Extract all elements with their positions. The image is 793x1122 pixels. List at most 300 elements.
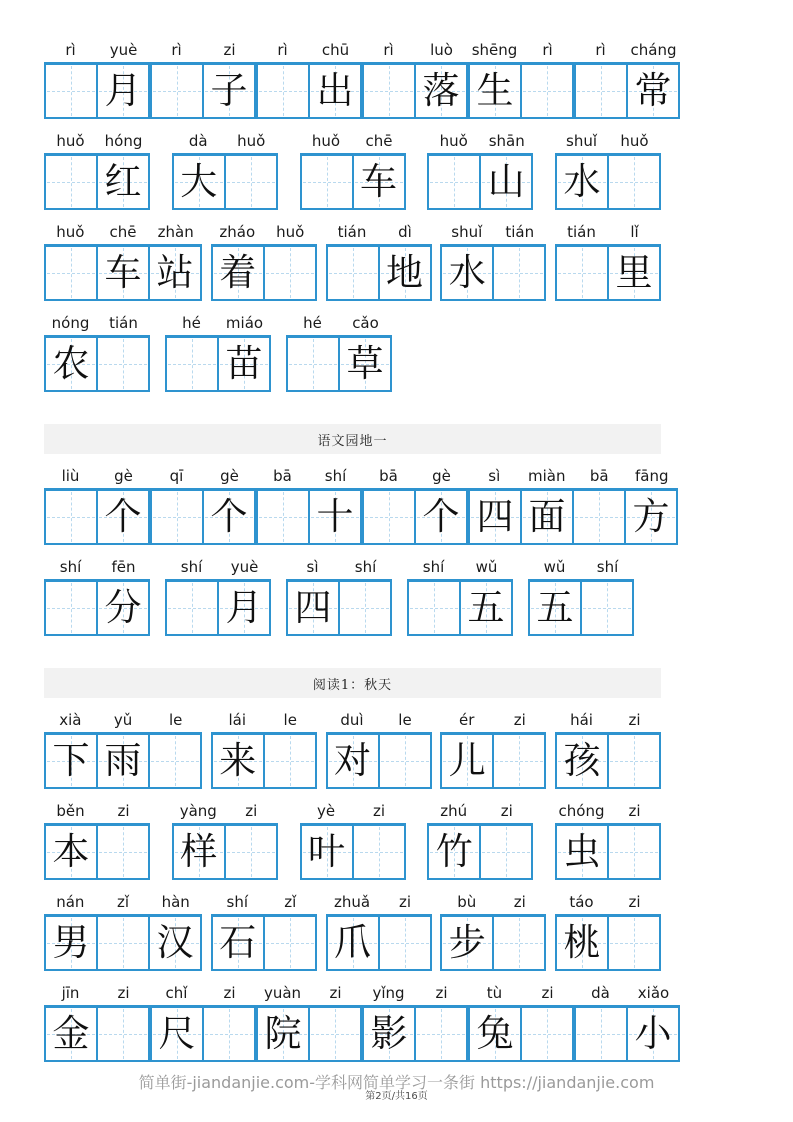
- pinyin-row: [165, 557, 271, 577]
- pinyin-label: rì: [171, 41, 182, 59]
- character-boxes: [427, 823, 533, 880]
- character-boxes: [44, 335, 150, 392]
- word-group: [440, 710, 546, 789]
- chinese-character: 车: [104, 251, 142, 294]
- word-row: [44, 466, 670, 545]
- pinyin-label: zi: [628, 802, 641, 820]
- pinyin-label: shí: [59, 558, 82, 576]
- pinyin-label: zi: [500, 802, 513, 820]
- practice-cell-empty[interactable]: [46, 65, 96, 117]
- character-cell: [96, 491, 148, 543]
- pinyin-row: [150, 983, 256, 1003]
- pinyin-label: shí: [226, 893, 248, 911]
- character-cell: [217, 338, 269, 390]
- pinyin-label: yuè: [109, 41, 138, 59]
- chinese-character: 石: [219, 921, 257, 964]
- character-cell: [152, 1008, 202, 1060]
- pinyin-label: zi: [223, 984, 236, 1002]
- word-row: [44, 313, 661, 392]
- practice-cell-empty[interactable]: [520, 1008, 572, 1060]
- pinyin-label: lǐ: [630, 223, 639, 241]
- word-group: [44, 557, 150, 636]
- chinese-character: 大: [180, 160, 218, 203]
- pinyin-row: [574, 40, 680, 60]
- practice-cell-empty[interactable]: [167, 582, 217, 634]
- character-cell: [96, 156, 148, 208]
- practice-cell-empty[interactable]: [580, 582, 632, 634]
- pinyin-label: rì: [383, 41, 394, 59]
- character-boxes: [150, 488, 256, 545]
- pinyin-label: xià: [59, 711, 82, 729]
- word-row: [44, 40, 677, 119]
- chinese-character: 叶: [308, 830, 345, 873]
- pinyin-label: yuè: [230, 558, 259, 576]
- character-boxes: [574, 62, 680, 119]
- character-cell: [626, 65, 678, 117]
- character-boxes: [574, 1005, 680, 1062]
- character-boxes: [211, 732, 317, 789]
- pinyin-label: fēn: [111, 558, 136, 576]
- character-cell: [470, 65, 520, 117]
- pinyin-label: zháo: [219, 223, 256, 241]
- character-boxes: [300, 153, 406, 210]
- pinyin-label: chē: [109, 223, 137, 241]
- word-group: [150, 466, 256, 545]
- pinyin-row: [468, 983, 574, 1003]
- practice-cell-empty[interactable]: [167, 338, 217, 390]
- character-cell: [213, 917, 263, 969]
- pinyin-label: shēng: [471, 41, 518, 59]
- chinese-character: 着: [219, 251, 257, 294]
- pinyin-row: [211, 710, 317, 730]
- chinese-character: 常: [634, 69, 672, 112]
- character-boxes: [440, 732, 546, 789]
- chinese-character: 兔: [476, 1012, 514, 1055]
- word-group: [468, 983, 574, 1062]
- chinese-character: 地: [386, 251, 423, 294]
- chinese-character: 爪: [334, 921, 371, 964]
- pinyin-row: [326, 892, 432, 912]
- chinese-character: 草: [346, 342, 384, 385]
- practice-cell-empty[interactable]: [152, 491, 202, 543]
- practice-cell-empty[interactable]: [308, 1008, 360, 1060]
- character-cell: [328, 735, 378, 787]
- word-group: [326, 710, 432, 789]
- pinyin-row: [407, 557, 513, 577]
- practice-cell-empty[interactable]: [352, 826, 404, 878]
- word-group: [555, 131, 661, 210]
- character-boxes: [256, 1005, 362, 1062]
- practice-cell-empty[interactable]: [492, 917, 544, 969]
- character-boxes: [44, 488, 150, 545]
- pinyin-row: [427, 131, 533, 151]
- chinese-character: 来: [219, 739, 257, 782]
- pinyin-row: [44, 222, 202, 242]
- practice-cell-empty[interactable]: [152, 65, 202, 117]
- character-boxes: [362, 1005, 468, 1062]
- pinyin-label: nóng: [51, 314, 90, 332]
- character-boxes: [362, 62, 468, 119]
- practice-cell-empty[interactable]: [572, 491, 624, 543]
- pinyin-label: zi: [628, 893, 641, 911]
- pinyin-label: zhàn: [157, 223, 194, 241]
- page-number: 第2页/共16页: [365, 1091, 428, 1102]
- pinyin-label: běn: [56, 802, 85, 820]
- character-boxes: [326, 244, 432, 301]
- character-cell: [557, 156, 607, 208]
- pinyin-label: le: [168, 711, 183, 729]
- character-boxes: [440, 244, 546, 301]
- pinyin-label: zi: [513, 893, 526, 911]
- chinese-character: 雨: [104, 739, 142, 782]
- chinese-character: 水: [448, 251, 486, 294]
- character-cell: [520, 491, 572, 543]
- character-boxes: [440, 914, 546, 971]
- chinese-character: 下: [52, 739, 90, 782]
- character-boxes: [326, 914, 432, 971]
- character-boxes: [165, 335, 271, 392]
- character-cell: [479, 156, 531, 208]
- chinese-character: 桃: [563, 921, 601, 964]
- practice-cell-empty[interactable]: [224, 156, 276, 208]
- character-boxes: [555, 914, 661, 971]
- pinyin-label: yǔ: [113, 711, 133, 729]
- character-cell: [328, 917, 378, 969]
- pinyin-row: [468, 466, 678, 486]
- section-header-band: [44, 424, 661, 454]
- chinese-character: 面: [528, 495, 566, 538]
- chinese-character: 对: [334, 739, 371, 782]
- page-footer: [0, 1074, 793, 1103]
- pinyin-label: zi: [628, 711, 641, 729]
- word-group: [44, 40, 150, 119]
- chinese-character: 站: [156, 251, 194, 294]
- practice-cell-empty[interactable]: [414, 1008, 466, 1060]
- practice-cell-empty[interactable]: [263, 917, 315, 969]
- pinyin-label: rì: [65, 41, 76, 59]
- watermark-text: 简单街-jiandanjie.com-学科网简单学习一条街 https://jiandanjie.com: [138, 1073, 655, 1092]
- chinese-character: 农: [52, 342, 90, 385]
- practice-cell-empty[interactable]: [96, 917, 148, 969]
- character-cell: [624, 491, 676, 543]
- section-header-label: 语文园地一: [317, 433, 388, 449]
- pinyin-label: nán: [56, 893, 85, 911]
- character-cell: [308, 65, 360, 117]
- pinyin-row: [44, 313, 150, 333]
- chinese-character: 竹: [435, 830, 473, 873]
- pinyin-row: [555, 710, 661, 730]
- practice-cell-empty[interactable]: [607, 735, 659, 787]
- character-cell: [414, 65, 466, 117]
- practice-cell-empty[interactable]: [96, 1008, 148, 1060]
- chinese-character: 苗: [225, 342, 263, 385]
- pinyin-label: hái: [570, 711, 593, 729]
- pinyin-label: chóng: [558, 802, 605, 820]
- practice-cell-empty[interactable]: [378, 735, 430, 787]
- character-boxes: [286, 579, 392, 636]
- chinese-character: 影: [370, 1012, 408, 1055]
- character-cell: [202, 65, 254, 117]
- character-boxes: [211, 914, 317, 971]
- character-cell: [148, 917, 200, 969]
- pinyin-label: gè: [220, 467, 239, 485]
- practice-cell-empty[interactable]: [46, 156, 96, 208]
- character-boxes: [555, 153, 661, 210]
- practice-cell-empty[interactable]: [576, 65, 626, 117]
- pinyin-label: huǒ: [56, 223, 85, 241]
- character-cell: [557, 917, 607, 969]
- pinyin-row: [211, 222, 317, 242]
- character-boxes: [211, 244, 317, 301]
- word-group: [468, 466, 678, 545]
- pinyin-row: [44, 557, 150, 577]
- character-cell: [429, 826, 479, 878]
- pinyin-row: [326, 710, 432, 730]
- character-cell: [96, 735, 148, 787]
- practice-cell-empty[interactable]: [46, 247, 96, 299]
- practice-cell-empty[interactable]: [148, 735, 200, 787]
- chinese-character: 月: [104, 69, 142, 112]
- practice-cell-empty[interactable]: [557, 247, 607, 299]
- practice-cell-empty[interactable]: [607, 156, 659, 208]
- practice-cell-empty[interactable]: [202, 1008, 254, 1060]
- practice-cell-empty[interactable]: [224, 826, 276, 878]
- word-group: [44, 710, 202, 789]
- word-group: [440, 892, 546, 971]
- character-cell: [96, 247, 148, 299]
- character-cell: [174, 826, 224, 878]
- pinyin-row: [300, 801, 406, 821]
- pinyin-row: [44, 983, 150, 1003]
- character-boxes: [468, 488, 678, 545]
- character-boxes: [528, 579, 634, 636]
- word-group: [44, 801, 150, 880]
- character-boxes: [150, 62, 256, 119]
- chinese-character: 儿: [448, 739, 486, 782]
- pinyin-label: yè: [316, 802, 336, 820]
- pinyin-label: bā: [589, 467, 609, 485]
- pinyin-row: [44, 710, 202, 730]
- word-group: [555, 710, 661, 789]
- practice-cell-empty[interactable]: [607, 917, 659, 969]
- chinese-character: 步: [448, 921, 486, 964]
- character-cell: [442, 735, 492, 787]
- word-row: [44, 983, 672, 1062]
- character-boxes: [44, 62, 150, 119]
- practice-cell-empty[interactable]: [258, 491, 308, 543]
- chinese-character: 月: [225, 586, 263, 629]
- word-group: [211, 222, 317, 301]
- character-boxes: [165, 579, 271, 636]
- practice-cell-empty[interactable]: [263, 247, 315, 299]
- word-group: [211, 710, 317, 789]
- chinese-character: 车: [360, 160, 397, 203]
- word-group: [165, 313, 271, 392]
- character-cell: [352, 156, 404, 208]
- character-boxes: [300, 823, 406, 880]
- word-group: [256, 466, 362, 545]
- pinyin-row: [528, 557, 634, 577]
- chinese-character: 个: [210, 495, 248, 538]
- word-group: [44, 466, 150, 545]
- word-group: [555, 801, 661, 880]
- chinese-character: 十: [316, 495, 354, 538]
- word-group: [362, 983, 468, 1062]
- pinyin-label: xiǎo: [637, 984, 670, 1002]
- pinyin-label: chū: [321, 41, 350, 59]
- character-boxes: [44, 823, 150, 880]
- pinyin-label: zi: [435, 984, 448, 1002]
- word-row: [44, 222, 661, 301]
- chinese-character: 小: [634, 1012, 672, 1055]
- word-group: [44, 983, 150, 1062]
- character-boxes: [555, 823, 661, 880]
- word-group: [211, 892, 317, 971]
- word-group: [362, 466, 468, 545]
- pinyin-label: hóng: [104, 132, 143, 150]
- practice-cell-empty[interactable]: [520, 65, 572, 117]
- practice-cell-empty[interactable]: [96, 338, 148, 390]
- character-boxes: [150, 1005, 256, 1062]
- character-cell: [607, 247, 659, 299]
- character-cell: [148, 247, 200, 299]
- practice-cell-empty[interactable]: [328, 247, 378, 299]
- character-boxes: [172, 153, 278, 210]
- word-group: [150, 983, 256, 1062]
- practice-cell-empty[interactable]: [263, 735, 315, 787]
- practice-cell-empty[interactable]: [378, 917, 430, 969]
- chinese-character: 汉: [156, 921, 194, 964]
- word-row: [44, 710, 661, 789]
- pinyin-label: dà: [188, 132, 208, 150]
- pinyin-row: [44, 131, 150, 151]
- practice-cell-empty[interactable]: [258, 65, 308, 117]
- chinese-character: 里: [615, 251, 653, 294]
- character-cell: [96, 582, 148, 634]
- chinese-character: 个: [104, 495, 142, 538]
- pinyin-label: zhú: [440, 802, 468, 820]
- character-cell: [459, 582, 511, 634]
- pinyin-row: [44, 466, 150, 486]
- chinese-character: 方: [632, 495, 670, 538]
- chinese-character: 出: [316, 69, 354, 112]
- practice-cell-empty[interactable]: [46, 582, 96, 634]
- pinyin-row: [172, 131, 278, 151]
- pinyin-label: bù: [457, 893, 477, 911]
- word-row: [44, 892, 661, 971]
- practice-cell-empty[interactable]: [364, 491, 414, 543]
- word-row: [44, 131, 661, 210]
- practice-cell-empty[interactable]: [479, 826, 531, 878]
- character-cell: [442, 247, 492, 299]
- pinyin-row: [256, 466, 362, 486]
- chinese-character: 虫: [563, 830, 601, 873]
- practice-cell-empty[interactable]: [302, 156, 352, 208]
- chinese-character: 落: [422, 69, 460, 112]
- chinese-character: 生: [476, 69, 514, 112]
- pinyin-label: duì: [340, 711, 364, 729]
- pinyin-row: [150, 40, 256, 60]
- character-cell: [46, 826, 96, 878]
- practice-cell-empty[interactable]: [96, 826, 148, 878]
- word-group: [165, 557, 271, 636]
- pinyin-row: [211, 892, 317, 912]
- chinese-character: 男: [52, 921, 90, 964]
- pinyin-label: jīn: [61, 984, 80, 1002]
- practice-cell-empty[interactable]: [607, 826, 659, 878]
- pinyin-label: hé: [303, 314, 322, 332]
- practice-cell-empty[interactable]: [338, 582, 390, 634]
- pinyin-row: [555, 222, 661, 242]
- practice-cell-empty[interactable]: [429, 156, 479, 208]
- pinyin-row: [427, 801, 533, 821]
- pinyin-label: sì: [306, 558, 319, 576]
- practice-cell-empty[interactable]: [46, 491, 96, 543]
- word-group: [440, 222, 546, 301]
- practice-cell-empty[interactable]: [576, 1008, 626, 1060]
- pinyin-label: zi: [223, 41, 236, 59]
- chinese-character: 四: [476, 495, 514, 538]
- pinyin-row: [165, 313, 271, 333]
- word-group: [44, 222, 202, 301]
- section-header-band: [44, 668, 661, 698]
- pinyin-row: [555, 131, 661, 151]
- chinese-character: 孩: [563, 739, 601, 782]
- chinese-character: 山: [487, 160, 525, 203]
- pinyin-row: [574, 983, 680, 1003]
- chinese-character: 红: [104, 160, 142, 203]
- pinyin-label: chē: [365, 132, 393, 150]
- practice-cell-empty[interactable]: [492, 735, 544, 787]
- chinese-character: 五: [467, 586, 505, 629]
- practice-cell-empty[interactable]: [364, 65, 414, 117]
- practice-cell-empty[interactable]: [409, 582, 459, 634]
- pinyin-label: zi: [329, 984, 342, 1002]
- pinyin-label: zi: [513, 711, 526, 729]
- pinyin-label: ér: [459, 711, 475, 729]
- pinyin-row: [286, 557, 392, 577]
- pinyin-row: [44, 892, 202, 912]
- pinyin-label: lái: [228, 711, 247, 729]
- chinese-character: 本: [52, 830, 90, 873]
- character-cell: [557, 826, 607, 878]
- character-boxes: [555, 732, 661, 789]
- pinyin-row: [256, 40, 362, 60]
- pinyin-row: [326, 222, 432, 242]
- pinyin-row: [440, 710, 546, 730]
- pinyin-label: zǐ: [284, 893, 297, 911]
- pinyin-label: huǒ: [620, 132, 649, 150]
- pinyin-label: shí: [354, 558, 377, 576]
- chinese-character: 个: [422, 495, 460, 538]
- character-boxes: [44, 153, 150, 210]
- chinese-character: 金: [52, 1012, 90, 1055]
- character-cell: [626, 1008, 678, 1060]
- character-cell: [557, 735, 607, 787]
- character-cell: [46, 1008, 96, 1060]
- character-cell: [414, 491, 466, 543]
- pinyin-label: tián: [505, 223, 535, 241]
- pinyin-label: shān: [488, 132, 525, 150]
- word-group: [427, 131, 533, 210]
- word-group: [574, 983, 680, 1062]
- word-group: [286, 557, 392, 636]
- practice-cell-empty[interactable]: [492, 247, 544, 299]
- character-cell: [46, 338, 96, 390]
- practice-cell-empty[interactable]: [288, 338, 338, 390]
- pinyin-row: [362, 40, 468, 60]
- chinese-character: 四: [294, 586, 332, 629]
